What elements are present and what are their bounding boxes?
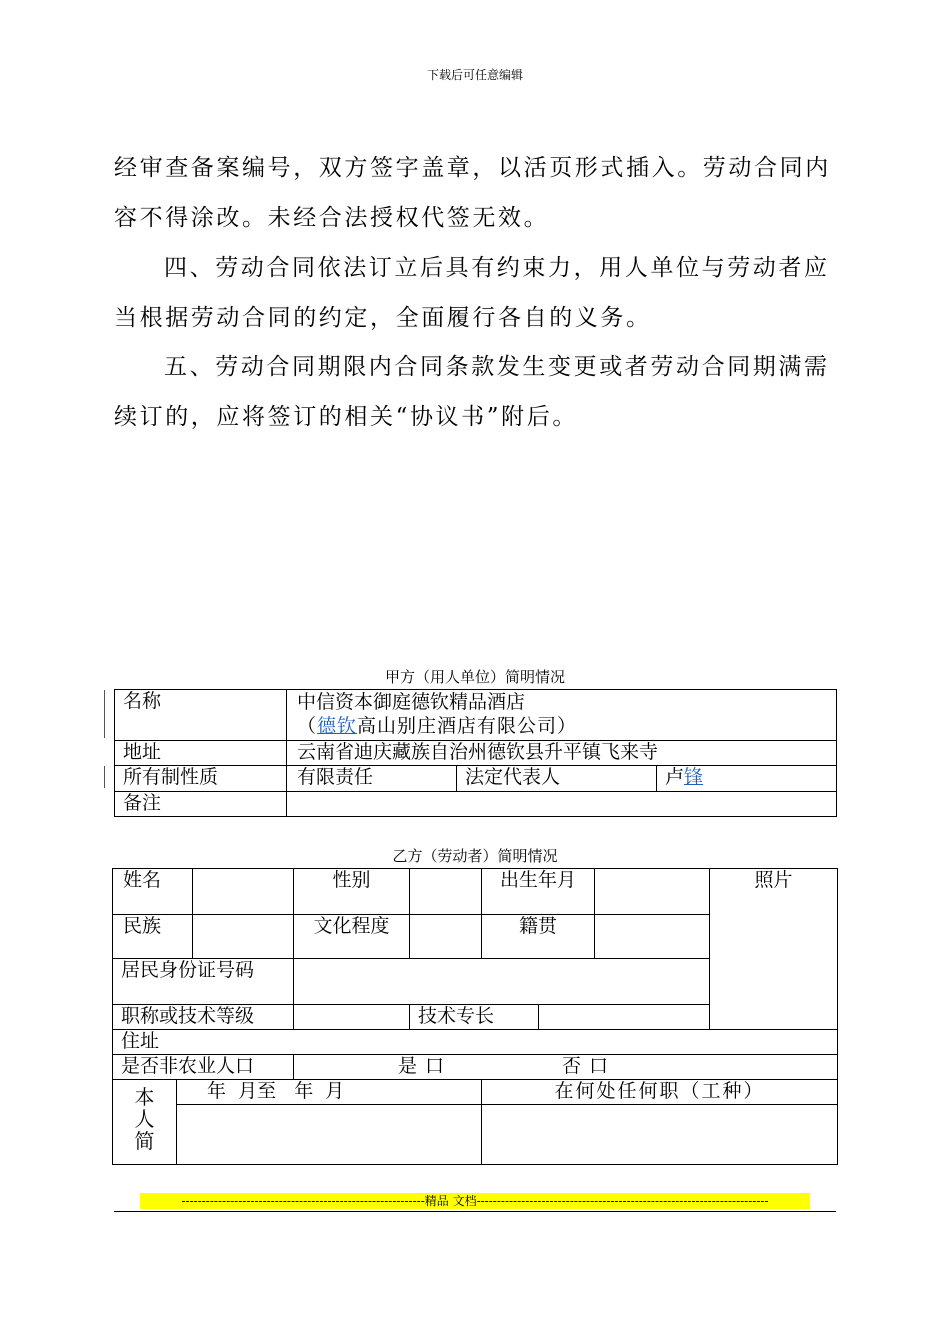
party-b-education-label: 文化程度 [294, 915, 410, 959]
paragraph-3-text: 五、劳动合同期限内合同条款发生变更或者劳动合同期满需续订的，应将签订的相关“协议书”附后。 [114, 354, 830, 430]
name-label-cell [113, 869, 294, 915]
party-b-birth-value [595, 869, 710, 915]
party-b-photo-label: 照片 [710, 869, 838, 1030]
rep-given-name-link[interactable]: 锋 [684, 766, 704, 788]
margin-mark [104, 690, 105, 738]
party-a-remark-label: 备注 [115, 792, 287, 817]
paragraph-1-text: 经审查备案编号，双方签字盖章，以活页形式插入。劳动合同内容不得涂改。未经合法授权代签无效。 [114, 155, 831, 231]
ethnicity-cell [113, 915, 294, 959]
company-name-rest: 高山别庄酒店有限公司） [357, 715, 578, 737]
party-a-address-label: 地址 [115, 741, 287, 766]
party-a-caption: 甲方（用人单位）简明情况 [384, 668, 565, 686]
nonfarm-yes-option[interactable]: 是口 [398, 1055, 453, 1077]
party-b-ethnicity-label: 民族 [113, 915, 193, 958]
paragraph-2-text: 四、劳动合同依法订立后具有约束力，用人单位与劳动者应当根据劳动合同的约定，全面履行各自的义务。 [114, 255, 830, 331]
party-b-nonfarm-options [294, 1055, 838, 1080]
party-b-origin-label: 籍贯 [482, 915, 595, 959]
party-a-name-line1: 中信资本御庭德钦精品酒店 [297, 691, 526, 713]
party-a-ownership-label: 所有制性质 [115, 766, 287, 792]
party-a-ownership-value: 有限责任 [287, 766, 457, 792]
party-b-ethnicity-value [193, 915, 293, 958]
page-header-note: 下载后可任意编辑 [426, 68, 523, 82]
party-a-name-value [287, 690, 837, 741]
party-b-address-value [294, 1030, 838, 1055]
party-b-gender-value [410, 869, 482, 915]
party-a-name-line2 [297, 714, 828, 738]
party-b-education-value [410, 915, 482, 959]
party-a-address-value: 云南省迪庆藏族自治州德钦县升平镇飞来寺 [287, 741, 837, 766]
party-b-nonfarm-label: 是否非农业人口 [113, 1055, 294, 1080]
margin-mark [104, 766, 105, 788]
rep-surname: 卢 [665, 766, 685, 788]
resume-char-1: 本 [134, 1085, 155, 1109]
party-b-position-label: 在何处任何职（工种） [482, 1080, 838, 1105]
party-b-gender-label: 性别 [294, 869, 410, 915]
resume-char-3: 简 [134, 1129, 155, 1153]
party-b-address-label: 住址 [113, 1030, 294, 1055]
party-b-resume-label [113, 1080, 177, 1165]
party-b-position-value [482, 1105, 838, 1165]
paren-open: （ [297, 715, 318, 737]
party-b-birth-label: 出生年月 [482, 869, 595, 915]
party-a-name-label: 名称 [115, 690, 287, 741]
party-b-period-label: 年 月至 年 月 [177, 1080, 482, 1105]
party-a-table [114, 689, 837, 817]
paragraph-1 [114, 143, 836, 243]
party-b-table [112, 868, 838, 1165]
party-b-origin-value [595, 915, 710, 959]
party-b-id-label: 居民身份证号码 [113, 959, 294, 1005]
party-a-remark-value [287, 792, 837, 817]
party-b-period-value [177, 1105, 482, 1165]
company-name-link[interactable]: 德钦 [317, 715, 358, 737]
party-b-skill-value [539, 1005, 710, 1030]
nonfarm-no-option[interactable]: 否口 [562, 1055, 617, 1077]
party-a-rep-value [657, 766, 837, 792]
party-b-caption: 乙方（劳动者）简明情况 [392, 847, 558, 865]
resume-char-2: 人 [134, 1107, 155, 1131]
party-b-title-value [294, 1005, 410, 1030]
party-b-name-value [193, 869, 293, 914]
paragraph-3 [114, 342, 836, 442]
party-b-skill-label: 技术专长 [410, 1005, 539, 1030]
footer-banner: ------------------------------------------------------------精品 文档------------------------------------------------------------------------ [140, 1193, 810, 1209]
party-b-id-value [294, 959, 710, 1005]
party-b-title-label: 职称或技术等级 [113, 1005, 294, 1030]
party-b-name-label: 姓名 [113, 869, 193, 914]
party-a-rep-label: 法定代表人 [457, 766, 657, 792]
paragraph-2 [114, 243, 836, 343]
footer-rule [114, 1211, 836, 1212]
